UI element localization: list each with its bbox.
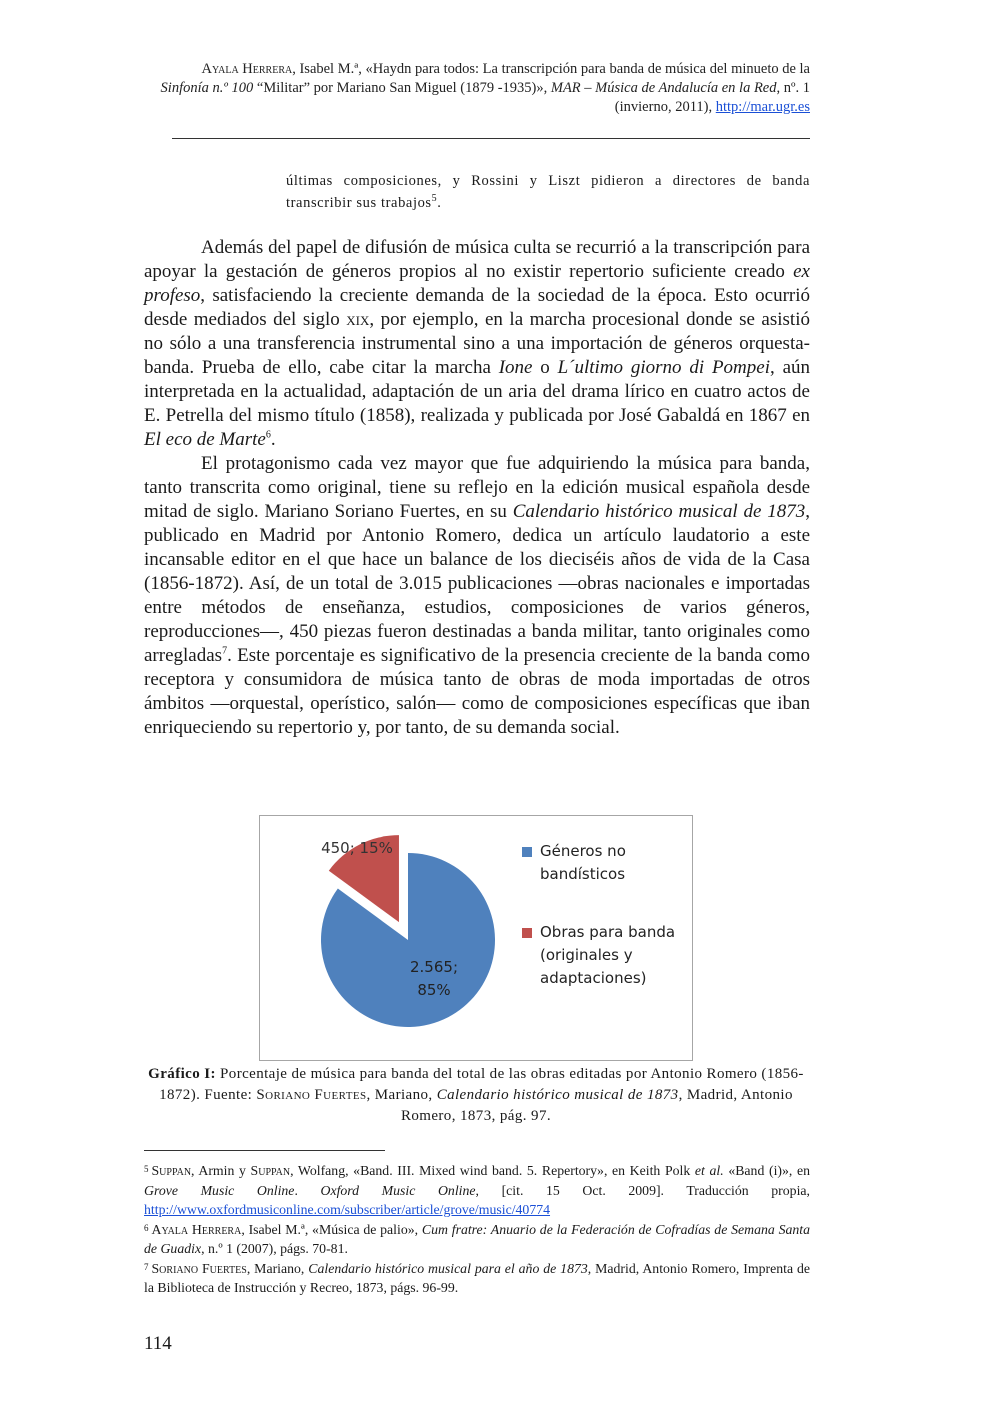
paragraph-2	[144, 452, 810, 740]
footnote-number: 7	[144, 1261, 149, 1272]
data-label-obras-para-banda: 450; 15%	[321, 839, 393, 857]
header-author: Ayala Herrera	[201, 61, 293, 77]
header-url-link[interactable]: http://mar.ugr.es	[715, 99, 810, 115]
caption-label: Gráfico I:	[148, 1066, 216, 1082]
footnote-6	[144, 1220, 810, 1259]
caption-italic-title: Calendario histórico musical de 1873	[436, 1087, 679, 1103]
legend-swatch-blue	[522, 847, 532, 857]
footnote-text-2: , Madrid, Antonio Romero, Imprenta de la Biblioteca de Instrucción y Recreo, 1873, págs. 96-99.	[144, 1260, 810, 1295]
footnote-text-4: .	[294, 1182, 321, 1198]
footnote-author: Soriano Fuertes	[151, 1260, 247, 1276]
p1-century: xix	[346, 309, 370, 330]
footnote-italic-3: Oxford Music Online	[320, 1182, 476, 1198]
body-text	[144, 236, 810, 740]
footnote-author: Suppan	[151, 1163, 192, 1178]
caption-text: Porcentaje de música para banda del total de las obras editadas por Antonio Romero (1856-1872). Fuente:	[159, 1066, 804, 1103]
p1-italic-eco-de-marte: El eco de Marte	[144, 429, 266, 450]
footnote-divider	[144, 1150, 385, 1151]
header-text: , Isabel M.ª, «Haydn para todos: La transcripción para banda de música del minueto de la	[292, 61, 810, 77]
footnote-author: Ayala Herrera	[151, 1221, 242, 1237]
p2-text: El protagonismo cada vez mayor que fue adquiriendo la música para banda, tanto transcrita como original, tiene su reflejo en la edición musical española desde mitad de siglo. Mariano Soriano Fuertes, en su	[144, 453, 810, 522]
p2-italic-calendario: Calendario histórico musical de 1873	[512, 501, 806, 522]
pie-chart	[259, 815, 693, 1061]
header-journal: MAR – Música de Andalucía en la Red	[550, 80, 777, 96]
legend-item-obras	[522, 921, 687, 990]
footnote-number: 6	[144, 1222, 149, 1233]
footnote-italic: Calendario histórico musical para el año de 1873	[308, 1260, 588, 1276]
footnote-text-3: «Band (i)», en	[723, 1163, 810, 1178]
footnote-author-2: Suppan	[250, 1163, 291, 1178]
p1-text-4: o	[532, 357, 558, 378]
p1-text-3: , por ejemplo, en la marcha procesional donde se asistió no sólo a una transferencia instrumental sino a una importación de géneros orquesta-banda. Prueba de ello, cabe citar la marcha	[144, 309, 810, 378]
data-label-generos-no-bandisticos-percent: 85%	[417, 981, 451, 999]
legend-item-generos	[522, 840, 687, 886]
p1-italic-pompei: L´ultimo giorno di Pompei	[557, 357, 770, 378]
footnote-7	[144, 1259, 810, 1298]
header-text-3: , nº. 1 (invierno, 2011),	[614, 80, 810, 115]
footnote-italic-2: Grove Music Online	[144, 1182, 295, 1198]
footnote-text-2: , Wolfang, «Band. III. Mixed wind band. 5. Repertory», en Keith Polk	[290, 1163, 695, 1178]
footnote-text: , Mariano,	[246, 1260, 309, 1276]
footnotes	[144, 1161, 810, 1298]
block-quote	[286, 170, 810, 214]
p2-text-3: . Este porcentaje es significativo de la presencia creciente de la banda como receptora y consumidora de música tanto de obras de moda importadas de otros ámbitos —orquestal, operístico, salón— como de composiciones específicas que iban enriqueciendo su repertorio y, por tanto, de su demanda social.	[144, 645, 810, 738]
footnote-text: , Armin y	[191, 1163, 251, 1178]
p1-text-2: , satisfaciendo la creciente demanda de la sociedad de la época. Esto ocurrió desde mediados del siglo	[144, 285, 810, 330]
header-divider	[172, 138, 810, 139]
caption-text-3: , Madrid, Antonio Romero, 1873, pág. 97.	[400, 1087, 793, 1124]
p1-text: Además del papel de difusión de música culta se recurrió a la transcripción para apoyar la gestación de géneros propios al no existir repertorio suficiente creado	[144, 237, 810, 282]
header-symphony-title: Sinfonía n.º 100	[160, 80, 254, 96]
p1-italic-ex-profeso: ex profeso	[144, 261, 810, 306]
footnote-text-5: , [cit. 15 Oct. 2009]. Traducción propia,	[475, 1182, 810, 1198]
legend-swatch-red	[522, 928, 532, 938]
caption-author: Soriano Fuertes	[256, 1087, 367, 1103]
footnote-ref-5[interactable]: 5	[431, 193, 438, 205]
header-text-2: “Militar” por Mariano San Miguel (1879 -1935)»,	[253, 80, 551, 96]
caption-text-2: , Mariano,	[366, 1087, 437, 1103]
quote-end: .	[437, 195, 442, 211]
footnote-5	[144, 1161, 810, 1220]
footnote-number: 5	[144, 1164, 149, 1174]
page-number: 114	[144, 1333, 172, 1354]
running-header	[150, 60, 810, 117]
p1-text-5: , aún interpretada en la actualidad, adaptación de un aria del drama lírico en cuatro actos de E. Petrella del mismo título (1858), realizada y publicada por José Gabaldá en 1867 en	[144, 357, 810, 426]
chart-legend	[522, 840, 687, 1025]
quote-text: últimas composiciones, y Rossini y Liszt pidieron a directores de banda transcribir sus trabajos	[286, 173, 810, 211]
paragraph-1	[144, 236, 810, 452]
footnote-italic: et al.	[694, 1163, 724, 1178]
p2-text-2: , publicado en Madrid por Antonio Romero, dedica un artículo laudatorio a este incansable editor en el que hace un balance de los dieciséis años de vida de la Casa (1856-1872). Así, de un total de 3.015 publicaciones —obras nacionales e importadas entre métodos de enseñanza, estudios, composiciones de varios géneros, reproducciones—, 450 piezas fueron destinadas a banda militar, tanto originales como arregladas	[144, 501, 811, 666]
footnote-url-link[interactable]: http://www.oxfordmusiconline.com/subscriber/article/grove/music/40774	[144, 1202, 551, 1217]
data-label-generos-no-bandisticos-value: 2.565;	[410, 958, 458, 976]
p1-end: .	[270, 429, 276, 450]
footnote-text-2: , n.º 1 (2007), págs. 70-81.	[201, 1241, 348, 1256]
figure-caption	[148, 1064, 804, 1127]
footnote-text: , Isabel M.ª, «Música de palio»,	[241, 1221, 422, 1237]
legend-label-generos: Géneros no bandísticos	[540, 842, 626, 883]
p1-italic-ione: Ione	[498, 357, 533, 378]
footnote-ref-7[interactable]: 7	[222, 645, 228, 657]
footnote-italic: Cum fratre: Anuario de la Federación de Cofradías de Semana Santa de Guadix	[144, 1221, 810, 1256]
footnote-ref-6[interactable]: 6	[265, 429, 271, 441]
legend-label-obras: Obras para banda (originales y adaptaciones)	[540, 923, 676, 987]
